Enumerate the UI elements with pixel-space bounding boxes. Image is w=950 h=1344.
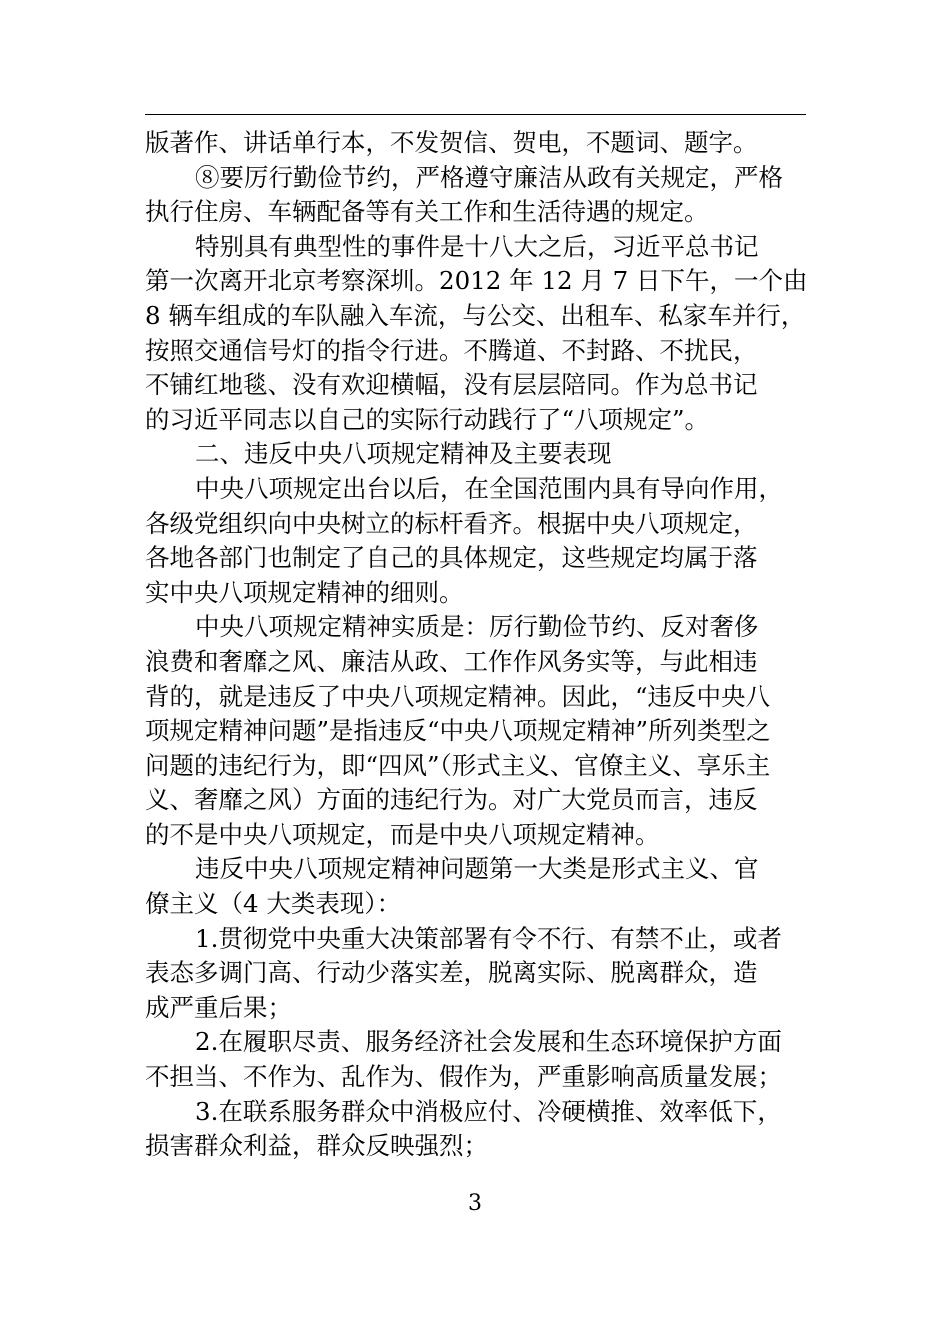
text-line: 二、违反中央八项规定精神及主要表现 [195,439,612,469]
text-line: 版著作、讲话单行本，不发贺信、贺电，不题词、题字。 [145,128,758,157]
text-line: 1.贯彻党中央重大决策部署有令不行、有禁不止，或者 [195,923,782,953]
text-line: 中央八项规定出台以后，在全国范围内具有导向作用， [195,473,783,503]
text-line: 项规定精神问题”是指违反“中央八项规定精神”所列类型之 [145,716,771,746]
text-line: 表态多调门高、行动少落实差，脱离实际、脱离群众，造 [145,958,758,988]
text-line: 义、奢靡之风）方面的违纪行为。对广大党员而言，违反 [145,785,758,815]
text-line: 损害群众利益，群众反映强烈； [145,1131,488,1161]
text-line: 不担当、不作为、乱作为、假作为，严重影响高质量发展； [145,1062,782,1092]
text-line: 僚主义（4 大类表现）： [145,889,402,919]
text-line: 违反中央八项规定精神问题第一大类是形式主义、官 [195,854,759,884]
text-line: 按照交通信号灯的指令行进。不腾道、不封路、不扰民， [145,335,758,365]
text-line: 成严重后果； [145,992,292,1022]
page-number: 3 [468,1191,482,1216]
text-line: 各级党组织向中央树立的标杆看齐。根据中央八项规定， [145,508,758,538]
text-line: 2.在履职尽责、服务经济社会发展和生态环境保护方面 [195,1027,782,1057]
text-line: 8 辆车组成的车队融入车流，与公交、出租车、私家车并行， [145,300,806,330]
text-line: 各地各部门也制定了自己的具体规定，这些规定均属于落 [145,543,758,573]
text-line: 背的，就是违反了中央八项规定精神。因此，“违反中央八 [145,681,771,711]
text-line: 的习近平同志以自己的实际行动践行了“八项规定”。 [145,404,710,434]
text-line: 实中央八项规定精神的细则。 [145,577,464,607]
text-line: ⑧要厉行勤俭节约，严格遵守廉洁从政有关规定，严格 [195,162,783,192]
body-text [145,126,835,1164]
text-line: 执行住房、车辆配备等有关工作和生活待遇的规定。 [145,197,709,227]
text-line: 问题的违纪行为，即“四风”（形式主义、官僚主义、享乐主 [145,750,771,780]
text-line: 中央八项规定精神实质是：厉行勤俭节约、反对奢侈 [195,612,759,642]
text-line: 特别具有典型性的事件是十八大之后，习近平总书记 [195,231,759,261]
text-line: 浪费和奢靡之风、廉洁从政、工作作风务实等，与此相违 [145,646,758,676]
text-line: 3.在联系服务群众中消极应付、冷硬横推、效率低下， [195,1096,782,1126]
text-line: 第一次离开北京考察深圳。2012 年 12 月 7 日下午，一个由 [145,266,808,296]
text-line: 的不是中央八项规定，而是中央八项规定精神。 [145,819,660,849]
header-rule [145,114,806,115]
text-line: 不铺红地毯、没有欢迎横幅，没有层层陪同。作为总书记 [145,370,758,400]
